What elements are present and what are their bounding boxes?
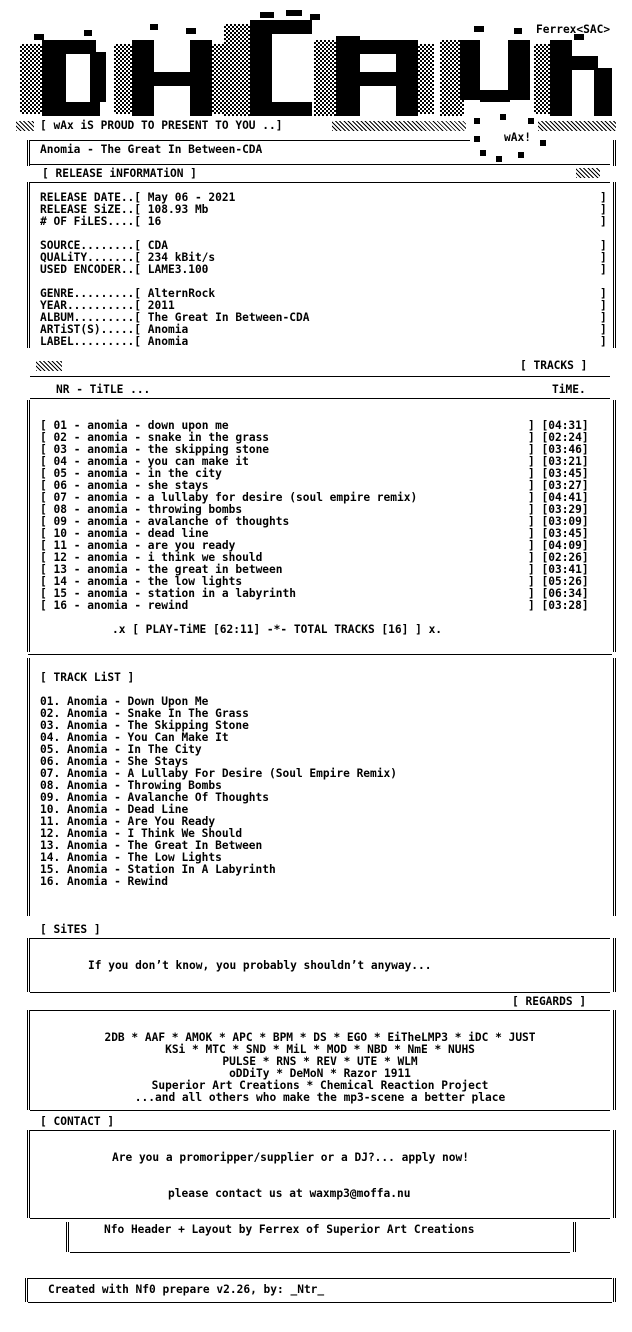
contact-heading: [ CONTACT ] bbox=[40, 1115, 115, 1128]
track-row: [ 01 - anomia - down upon me bbox=[40, 419, 229, 432]
track-row: [ 02 - anomia - snake in the grass bbox=[40, 431, 270, 444]
info-row: QUALiTY.......[ 234 kBit/s bbox=[40, 251, 216, 264]
info-brackets: ] ] ] ] ] ] ] ] ] ] ] bbox=[600, 191, 607, 348]
track-list-item: 16. Anomia - Rewind bbox=[40, 875, 168, 888]
contact-line-2: please contact us at waxmp3@moffa.nu bbox=[168, 1187, 411, 1200]
track-list-item: 10. Anomia - Dead Line bbox=[40, 803, 189, 816]
regards-line: 2DB * AAF * AMOK * APC * BPM * DS * EGO * EiTheLMP3 * iDC * JUST bbox=[104, 1031, 536, 1044]
release-title: Anomia - The Great In Between-CDA bbox=[40, 143, 263, 156]
info-row: LABEL.........[ Anomia bbox=[40, 335, 189, 348]
track-time: ] [03:46] bbox=[528, 443, 589, 456]
track-list-item: 05. Anomia - In The City bbox=[40, 743, 202, 756]
tracks-heading: [ TRACKS ] bbox=[520, 359, 588, 372]
track-time: ] [02:24] bbox=[528, 431, 589, 444]
info-row: SOURCE........[ CDA bbox=[40, 239, 169, 252]
track-row: [ 04 - anomia - you can make it bbox=[40, 455, 249, 468]
track-list-item: 12. Anomia - I Think We Should bbox=[40, 827, 243, 840]
track-row: [ 06 - anomia - she stays bbox=[40, 479, 209, 492]
info-row: # OF FiLES....[ 16 bbox=[40, 215, 162, 228]
track-list-item: 11. Anomia - Are You Ready bbox=[40, 815, 216, 828]
track-row: [ 12 - anomia - i think we should bbox=[40, 551, 263, 564]
info-row: RELEASE DATE..[ May 06 - 2021 bbox=[40, 191, 236, 204]
proud-banner: [ wAx iS PROUD TO PRESENT TO YOU ..] bbox=[40, 119, 283, 132]
track-time: ] [03:27] bbox=[528, 479, 589, 492]
track-row: [ 13 - anomia - the great in between bbox=[40, 563, 283, 576]
sites-text: If you don’t know, you probably shouldn’t anyway... bbox=[88, 959, 432, 972]
track-row: [ 10 - anomia - dead line bbox=[40, 527, 209, 540]
hatch-bar-left bbox=[16, 121, 34, 131]
info-row: YEAR..........[ 2011 bbox=[40, 299, 175, 312]
track-list-item: 04. Anomia - You Can Make It bbox=[40, 731, 229, 744]
track-time: ] [03:21] bbox=[528, 455, 589, 468]
track-row: [ 16 - anomia - rewind bbox=[40, 599, 189, 612]
track-row: [ 07 - anomia - a lullaby for desire (soul empire remix) bbox=[40, 491, 418, 504]
track-time: ] [04:31] bbox=[528, 419, 589, 432]
nfo-logo bbox=[14, 10, 618, 116]
track-time: ] [05:26] bbox=[528, 575, 589, 588]
track-list-item: 06. Anomia - She Stays bbox=[40, 755, 189, 768]
track-row: [ 08 - anomia - throwing bombs bbox=[40, 503, 243, 516]
track-time: ] [04:09] bbox=[528, 539, 589, 552]
track-list-item: 07. Anomia - A Lullaby For Desire (Soul Empire Remix) bbox=[40, 767, 397, 780]
track-row: [ 11 - anomia - are you ready bbox=[40, 539, 236, 552]
track-list-item: 09. Anomia - Avalanche Of Thoughts bbox=[40, 791, 270, 804]
track-time: ] [04:41] bbox=[528, 491, 589, 504]
track-list-item: 14. Anomia - The Low Lights bbox=[40, 851, 222, 864]
regards-line: oDDiTy * DeMoN * Razor 1911 bbox=[229, 1067, 411, 1080]
group-tag: wAx! bbox=[504, 131, 531, 144]
regards-line: ...and all others who make the mp3-scene a better place bbox=[134, 1091, 506, 1104]
info-row: RELEASE SiZE..[ 108.93 Mb bbox=[40, 203, 209, 216]
release-info-heading: [ RELEASE iNFORMATiON ] bbox=[42, 167, 197, 180]
track-time: ] [03:41] bbox=[528, 563, 589, 576]
regards-line: Superior Art Creations * Chemical Reaction Project bbox=[151, 1079, 489, 1092]
info-row: ARTiST(S).....[ Anomia bbox=[40, 323, 189, 336]
track-time: ] [03:45] bbox=[528, 527, 589, 540]
info-row: USED ENCODER..[ LAME3.100 bbox=[40, 263, 209, 276]
track-time: ] [03:29] bbox=[528, 503, 589, 516]
hatch-bar-tracks bbox=[36, 361, 62, 371]
track-row: [ 09 - anomia - avalanche of thoughts bbox=[40, 515, 290, 528]
track-row: [ 14 - anomia - the low lights bbox=[40, 575, 243, 588]
track-list-heading: [ TRACK LiST ] bbox=[40, 671, 135, 684]
regards-list bbox=[30, 1032, 610, 1104]
sites-heading: [ SiTES ] bbox=[40, 923, 101, 936]
track-list-item: 13. Anomia - The Great In Between bbox=[40, 839, 263, 852]
track-time: ] [02:26] bbox=[528, 551, 589, 564]
footer-credit: Created with Nf0 prepare v2.26, by: _Ntr_ bbox=[48, 1283, 325, 1296]
tracks-col-title: NR - TiTLE ... bbox=[56, 383, 151, 396]
track-time: ] [03:28] bbox=[528, 599, 589, 612]
track-list bbox=[40, 696, 600, 892]
track-time: ] [06:34] bbox=[528, 587, 589, 600]
layout-credit: Nfo Header + Layout by Ferrex of Superior Art Creations bbox=[104, 1223, 475, 1236]
track-row: [ 05 - anomia - in the city bbox=[40, 467, 222, 480]
hatch-bar-right bbox=[332, 121, 466, 131]
track-list-item: 03. Anomia - The Skipping Stone bbox=[40, 719, 249, 732]
track-list-item: 02. Anomia - Snake In The Grass bbox=[40, 707, 249, 720]
info-row: GENRE.........[ AlternRock bbox=[40, 287, 216, 300]
regards-line: KSi * MTC * SND * MiL * MOD * NBD * NmE * NUHS bbox=[165, 1043, 475, 1056]
tracks-table bbox=[40, 420, 608, 616]
regards-heading: [ REGARDS ] bbox=[512, 995, 587, 1008]
track-time: ] [03:09] bbox=[528, 515, 589, 528]
tracks-summary: .x [ PLAY-TiME [62:11] -*- TOTAL TRACKS [16] ] x. bbox=[112, 623, 443, 636]
track-list-item: 15. Anomia - Station In A Labyrinth bbox=[40, 863, 276, 876]
track-list-item: 01. Anomia - Down Upon Me bbox=[40, 695, 209, 708]
hatch-bar-info bbox=[576, 168, 600, 178]
track-row: [ 03 - anomia - the skipping stone bbox=[40, 443, 270, 456]
tracks-col-time: TiME. bbox=[552, 383, 586, 396]
regards-line: PULSE * RNS * REV * UTE * WLM bbox=[222, 1055, 418, 1068]
track-list-item: 08. Anomia - Throwing Bombs bbox=[40, 779, 222, 792]
contact-line-1: Are you a promoripper/supplier or a DJ?... apply now! bbox=[112, 1151, 469, 1164]
hatch-bar-far-right bbox=[538, 121, 616, 131]
track-time: ] [03:45] bbox=[528, 467, 589, 480]
info-row: ALBUM.........[ The Great In Between-CDA bbox=[40, 311, 310, 324]
credit-tag: Ferrex<SAC> bbox=[536, 23, 611, 36]
track-row: [ 15 - anomia - station in a labyrinth bbox=[40, 587, 296, 600]
